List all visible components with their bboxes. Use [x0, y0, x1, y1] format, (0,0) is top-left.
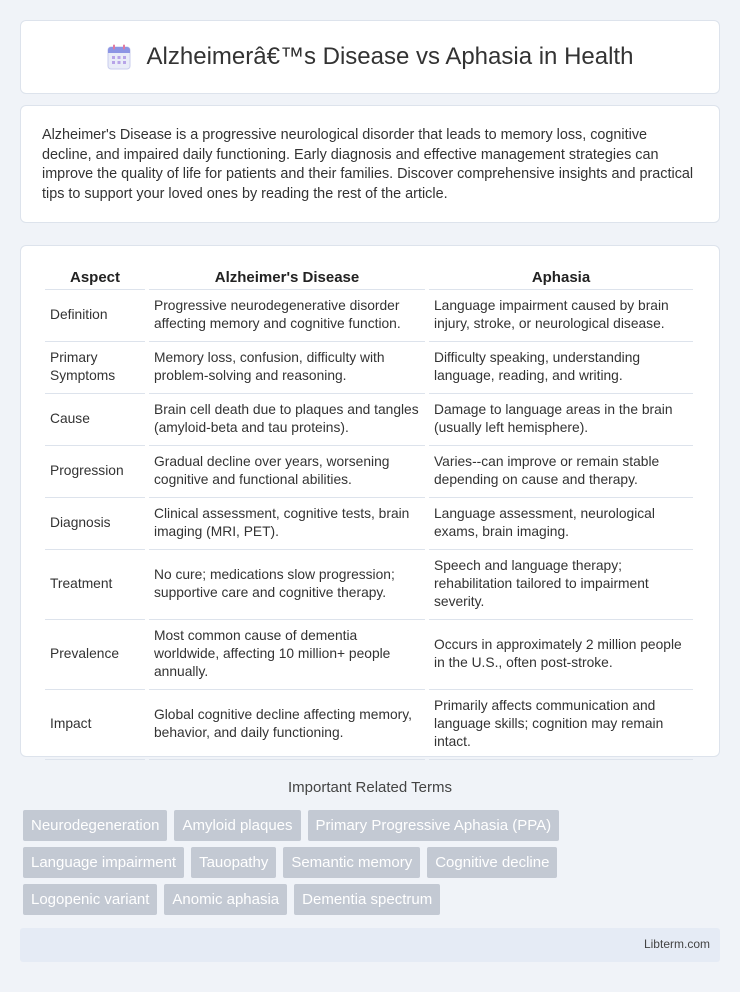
header-aspect: Aspect — [45, 264, 145, 290]
table-row — [45, 290, 693, 342]
aphasia-cell: Occurs in approximately 2 million people in the U.S., often post-stroke. — [429, 620, 693, 690]
aphasia-cell: Primarily affects communication and language skills; cognition may remain intact. — [429, 690, 693, 760]
table-row — [45, 342, 693, 394]
aspect-cell: Prevalence — [45, 620, 145, 690]
table-row — [45, 690, 693, 760]
aphasia-cell: Speech and language therapy; rehabilitation tailored to impairment severity. — [429, 550, 693, 620]
table-row — [45, 498, 693, 550]
comparison-table — [41, 264, 697, 760]
header-card — [20, 20, 720, 94]
tag-tauopathy[interactable]: Tauopathy — [191, 847, 276, 878]
aphasia-cell: Language assessment, neurological exams, brain imaging. — [429, 498, 693, 550]
table-row — [45, 620, 693, 690]
footer-site-link[interactable]: Libterm.com — [643, 937, 710, 951]
table-row — [45, 550, 693, 620]
aspect-cell: Cause — [45, 394, 145, 446]
alzheimers-cell: Clinical assessment, cognitive tests, brain imaging (MRI, PET). — [149, 498, 425, 550]
alzheimers-cell: Progressive neurodegenerative disorder affecting memory and cognitive function. — [149, 290, 425, 342]
aphasia-cell: Difficulty speaking, understanding language, reading, and writing. — [429, 342, 693, 394]
table-header-row — [45, 264, 693, 290]
tag-row — [23, 810, 703, 841]
tag-semantic-memory[interactable]: Semantic memory — [283, 847, 420, 878]
comparison-card — [20, 245, 720, 757]
aphasia-cell: Varies--can improve or remain stable depending on cause and therapy. — [429, 446, 693, 498]
aspect-cell: Definition — [45, 290, 145, 342]
page-title: Alzheimerâ€™s Disease vs Aphasia in Health — [146, 43, 634, 70]
aspect-cell: Diagnosis — [45, 498, 145, 550]
tag-language-impairment[interactable]: Language impairment — [23, 847, 184, 878]
alzheimers-cell: Gradual decline over years, worsening cognitive and functional abilities. — [149, 446, 425, 498]
aspect-cell: Primary Symptoms — [45, 342, 145, 394]
footer — [20, 928, 720, 962]
alzheimers-cell: Most common cause of dementia worldwide, affecting 10 million+ people annually. — [149, 620, 425, 690]
tag-ppa[interactable]: Primary Progressive Aphasia (PPA) — [308, 810, 560, 841]
tag-dementia-spectrum[interactable]: Dementia spectrum — [294, 884, 440, 915]
tag-neurodegeneration[interactable]: Neurodegeneration — [23, 810, 167, 841]
tag-row — [23, 847, 703, 878]
related-terms-tags — [23, 810, 703, 921]
tag-cognitive-decline[interactable]: Cognitive decline — [427, 847, 557, 878]
tag-logopenic-variant[interactable]: Logopenic variant — [23, 884, 157, 915]
related-terms-title: Important Related Terms — [288, 779, 452, 796]
aphasia-cell: Damage to language areas in the brain (usually left hemisphere). — [429, 394, 693, 446]
intro-text: Alzheimer's Disease is a progressive neurological disorder that leads to memory loss, cognitive decline, and impaired daily functioning. Early diagnosis and effective management strategies can improve the quality of life for patients and their families. Discover comprehensive insights and practical tips to support your loved ones by reading the rest of the article. — [42, 127, 694, 202]
calendar-grid-icon — [107, 44, 131, 70]
tag-anomic-aphasia[interactable]: Anomic aphasia — [164, 884, 287, 915]
header-aphasia: Aphasia — [429, 264, 693, 290]
aspect-cell: Impact — [45, 690, 145, 760]
aspect-cell: Treatment — [45, 550, 145, 620]
aphasia-cell: Language impairment caused by brain injury, stroke, or neurological disease. — [429, 290, 693, 342]
table-row — [45, 446, 693, 498]
tag-amyloid-plaques[interactable]: Amyloid plaques — [174, 810, 300, 841]
table-row — [45, 394, 693, 446]
alzheimers-cell: Brain cell death due to plaques and tangles (amyloid-beta and tau proteins). — [149, 394, 425, 446]
header-alzheimers: Alzheimer's Disease — [149, 264, 425, 290]
tag-row — [23, 884, 703, 915]
alzheimers-cell: Memory loss, confusion, difficulty with problem-solving and reasoning. — [149, 342, 425, 394]
intro-card — [20, 105, 720, 223]
alzheimers-cell: No cure; medications slow progression; supportive care and cognitive therapy. — [149, 550, 425, 620]
alzheimers-cell: Global cognitive decline affecting memory, behavior, and daily functioning. — [149, 690, 425, 760]
aspect-cell: Progression — [45, 446, 145, 498]
